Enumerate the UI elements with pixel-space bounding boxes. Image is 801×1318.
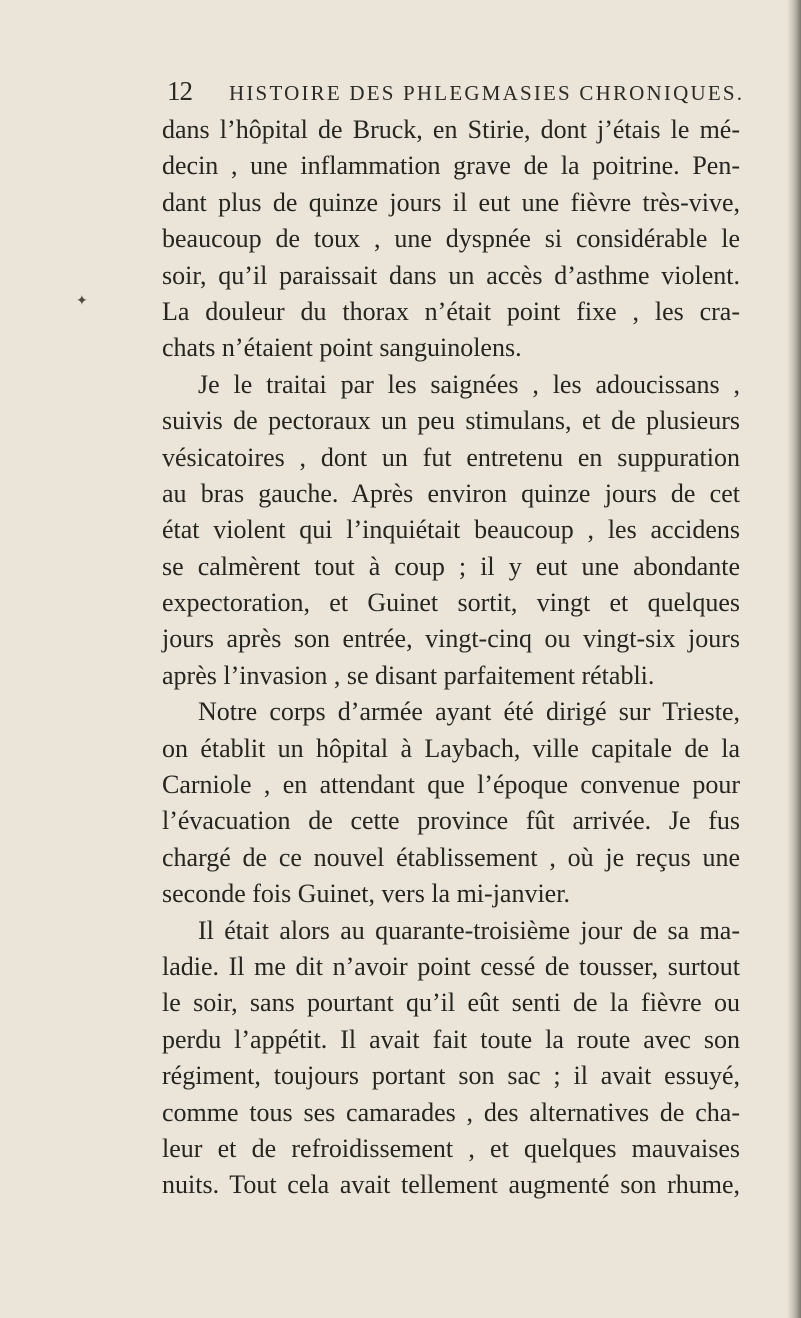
text-line: chats n’étaient point sanguinolens. xyxy=(162,333,522,363)
text-line: état violent qui l’inquiétait beaucoup , les accidens xyxy=(162,515,740,545)
paragraph-start: Je le traitai par les saignées , les adoucissans , xyxy=(198,369,740,399)
text-line: suivis de pectoraux un peu stimulans, et de plusieurs xyxy=(162,406,740,436)
text-line: expectoration, et Guinet sortit, vingt et quelques xyxy=(162,588,740,618)
text-line: comme tous ses camarades , des alternatives de cha- xyxy=(162,1097,740,1127)
text-line: soir, qu’il paraissait dans un accès d’asthme violent. xyxy=(162,260,740,290)
page-edge-shadow xyxy=(787,0,801,1318)
text-line: régiment, toujours portant son sac ; il avait essuyé, xyxy=(162,1061,740,1091)
ink-speck: ✦ xyxy=(76,293,88,309)
text-line: chargé de ce nouvel établissement , où je reçus une xyxy=(162,842,740,872)
text-line: jours après son entrée, vingt-cinq ou vingt-six jours xyxy=(162,624,740,654)
text-line: beaucoup de toux , une dyspnée si considérable le xyxy=(162,224,740,254)
text-line: seconde fois Guinet, vers la mi-janvier. xyxy=(162,879,570,909)
text-line: le soir, sans pourtant qu’il eût senti de la fièvre ou xyxy=(162,988,740,1018)
text-line: decin , une inflammation grave de la poitrine. Pen- xyxy=(162,151,740,181)
text-line: nuits. Tout cela avait tellement augmenté son rhume, xyxy=(162,1170,740,1200)
paragraph-start: Il était alors au quarante-troisième jour de sa ma- xyxy=(198,915,740,945)
text-line: au bras gauche. Après environ quinze jours de cet xyxy=(162,478,740,508)
text-line: après l’invasion , se disant parfaitement rétabli. xyxy=(162,660,655,690)
page-number: 12 xyxy=(167,76,192,106)
running-header xyxy=(167,76,745,107)
text-line: dans l’hôpital de Bruck, en Stirie, dont j’étais le mé- xyxy=(162,115,740,144)
text-line: La douleur du thorax n’était point fixe , les cra- xyxy=(162,296,740,326)
text-line: dant plus de quinze jours il eut une fièvre très-vive, xyxy=(162,187,740,217)
running-title: HISTOIRE DES PHLEGMASIES CHRONIQUES. xyxy=(229,81,745,105)
body-text xyxy=(162,112,740,1204)
text-line: ladie. Il me dit n’avoir point cessé de tousser, surtout xyxy=(162,951,740,981)
text-line: se calmèrent tout à coup ; il y eut une abondante xyxy=(162,551,740,581)
text-line: vésicatoires , dont un fut entretenu en suppuration xyxy=(162,442,740,472)
text-line: leur et de refroidissement , et quelques mauvaises xyxy=(162,1133,740,1163)
paragraph-start: Notre corps d’armée ayant été dirigé sur Trieste, xyxy=(198,697,740,727)
text-line: Carniole , en attendant que l’époque convenue pour xyxy=(162,770,740,800)
text-line: perdu l’appétit. Il avait fait toute la route avec son xyxy=(162,1024,740,1054)
text-line: on établit un hôpital à Laybach, ville capitale de la xyxy=(162,733,740,763)
text-line: l’évacuation de cette province fût arrivée. Je fus xyxy=(162,806,740,836)
